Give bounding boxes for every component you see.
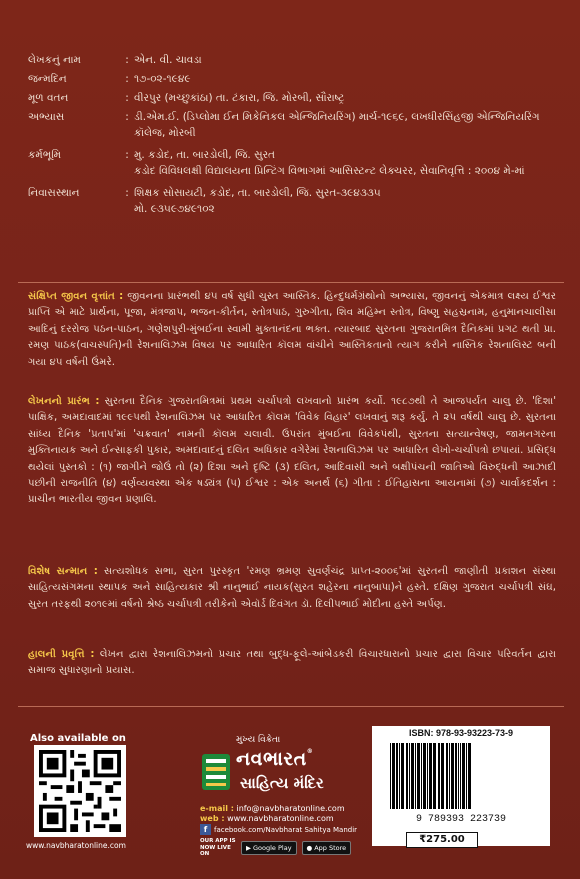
also-available-label: Also available on <box>30 733 126 744</box>
apple-icon: ● <box>306 843 313 852</box>
barcode-bar <box>468 743 471 809</box>
section-writing <box>28 394 556 509</box>
distributor-label: મુખ્ય વિક્રેતા <box>236 735 281 745</box>
barcode-graphic <box>380 741 542 829</box>
info-row <box>28 147 558 179</box>
section-heading: વિશેષ સન્માન : <box>28 566 98 577</box>
barcode-bar <box>446 743 448 809</box>
facebook-link[interactable]: f facebook.com/Navbharat Sahitya Mandir <box>200 824 357 835</box>
section-text: લેખન દ્વારા રેશનાલિઝમનો પ્રચાર તથા બુદ્ધ-ફૂલે-આંબેડકરી વિચારધારાનો પ્રચાર દ્વારા વિચાર પરિવર્તન દ્વારા સમાજ સુધારણાનો પ્રયાસ. <box>28 649 556 677</box>
info-value: ડી.એમ.ઈ. (ડિપ્લોમા ઈન મિકેનિકલ એન્જિનિયરિંગ) માર્ચ-૧૯૬૯, લખધીરસિંહજી એન્જિનિયરિંગ કૉલેજ, મોરબી <box>134 111 540 139</box>
barcode-bar <box>451 743 454 809</box>
info-value: શિક્ષક સોસાયટી, કડોદ, તા. બારડોલી, જિ. સુરત-૩૯૪૩૩૫ મો. ૯૩૫૯૭૪૯૧૦૨ <box>134 187 381 215</box>
publisher-emblem-icon <box>200 750 232 794</box>
barcode-bar <box>399 743 400 809</box>
barcode-bar <box>409 743 410 809</box>
app-links <box>200 838 351 858</box>
info-value: ૧૭-૦૨-૧૯૪૯ <box>134 73 191 85</box>
publisher-logo <box>200 748 352 802</box>
barcode-bar <box>429 743 432 809</box>
barcode-bar <box>421 743 422 809</box>
app-text: OUR APP IS NOW LIVE ON <box>200 838 236 857</box>
barcode-bar <box>406 743 408 809</box>
info-row <box>28 185 558 217</box>
info-separator: : <box>125 111 129 123</box>
barcode-bar <box>438 743 440 809</box>
barcode-bar <box>466 743 467 809</box>
info-separator: : <box>125 92 129 104</box>
google-play-button[interactable]: ▶ Google Play <box>241 841 297 855</box>
web-link[interactable]: www.navbharatonline.com <box>227 814 334 823</box>
info-separator: : <box>125 149 129 161</box>
info-value: એન. વી. ચાવડા <box>134 54 202 66</box>
brand-subtitle: સાહિત્ય મંદિર <box>240 774 324 792</box>
section-heading: લેખનનો પ્રારંભ : <box>28 396 100 407</box>
info-row <box>28 109 558 141</box>
info-row <box>28 90 558 106</box>
barcode-bar <box>460 743 461 809</box>
section-heading: સંક્ષિપ્ત જીવન વૃત્તાંત : <box>28 291 124 302</box>
divider <box>18 282 564 283</box>
play-icon: ▶ <box>246 843 251 852</box>
info-separator: : <box>125 73 129 85</box>
app-store-button[interactable]: ● App Store <box>302 841 352 855</box>
info-row <box>28 71 558 87</box>
qr-code[interactable] <box>34 745 126 837</box>
barcode-bar <box>392 743 395 809</box>
barcode-bar <box>427 743 428 809</box>
barcode-bar <box>455 743 457 809</box>
section-text: સત્યશોધક સભા, સુરત પુરસ્કૃત 'રમણ ભ્રમણ સુવર્ણચંદ્ર પ્રાપ્ત-૨૦૦૬'માં સુરતની જાણીતી પ્રકાશન સંસ્થા સાહિત્યસંગમના સ્થાપક અને સાહિત્યકાર શ્રી નાનુભાઈ નાયક(સુરત શહેરના નાનુબાપા)ને હસ્તે. દક્ષિણ ગુજરાત ચર્ચાપત્રી સંઘ, સુરત તરફથી ૨૦૧૯માં વર્ષનો શ્રેષ્ઠ ચર્ચાપત્રી તરીકેનો એવૉર્ડ દિવંગત ડૉ. દિલીપભાઈ મોદીના હસ્તે અર્પણ. <box>28 566 557 610</box>
section-text: સુરતના દૈનિક ગુજરાતમિત્રમાં પ્રથમ ચર્ચાપત્રો લખવાનો પ્રારંભ કર્યો. ૧૯૮૭થી તે આજપર્યંત ચાલુ છે. 'દિશા' પાક્ષિક, અમદાવાદમાં ૧૯૯૫થી રેશનાલિઝમ પર આધારિત કૉલમ 'વિવેક વિહાર' લખવાનું શરૂ કર્યું. તે ૨૫ વર્ષથી ચાલુ છે. સુરતના સાંધ્ય દૈનિક 'પ્રતાપ'માં 'ચક્રવાત' નામની કૉલમ ચલાવી. ઉપરાંત મુંબઈના વિવેકપંથી, સુરતના સત્યાન્વેષણ, જામનગરના મુક્તિનાયક અને ઈન્સાફકી પુકાર, અમદાવાદનું દલિત અધિકાર વગેરેમાં રેશનાલિઝમ પર આધારિત લેખો-ચર્ચાપત્રો છપાયાં. પ્રસિદ્ધ થયેલાં પુસ્તકો : (૧) જાગીને જોઉં તો (૨) દિશા અને દૃષ્ટિ (૩) દલિત, આદિવાસી અને બક્ષીપંચની જાતિઓ વિરુદ્ધની આઝાદી પછીની રાજનીતિ (૪) વર્ણવ્યવસ્થા એક ષડ્યંત્ર (૫) ઈશ્વર : એક અનર્થ (૬) ગીતા : ઈતિહાસના આયનામાં (૭) ચાર્વાકદર્શન : પ્રાચીન ભારતીય જીવન પ્રણાલિ. <box>28 396 556 506</box>
section-heading: હાલની પ્રવૃત્તિ : <box>28 649 95 660</box>
brand-name: નવભારત® <box>236 748 314 770</box>
barcode-bar <box>396 743 398 809</box>
info-separator: : <box>125 54 129 66</box>
barcode-bar <box>433 743 436 809</box>
barcode-bar <box>458 743 459 809</box>
divider <box>18 706 564 707</box>
barcode-bar <box>401 743 404 809</box>
website-link[interactable]: www.navbharatonline.com <box>26 841 126 850</box>
email-link[interactable]: info@navbharatonline.com <box>236 804 345 813</box>
barcode-bar <box>449 743 450 809</box>
barcode-bar <box>417 743 420 809</box>
barcode-digits: 9 789393 223739 <box>415 814 507 825</box>
author-info <box>28 52 558 220</box>
info-value: વીરપુર (મચ્છુકાંઠા) તા. ટંકારા, જિ. મોરબી, સૌરાષ્ટ્ર <box>134 92 345 104</box>
price-tag: ₹275.00 <box>406 832 478 848</box>
info-value: મુ. કડોદ, તા. બારડોલી, જિ. સુરત કડોદ વિવિધલક્ષી વિદ્યાલયના પ્રિન્ટિંગ વિભાગમાં આસિસ્ટન્ટ લેક્ચરર, સેવાનિવૃત્તિ : ૨૦૦૪ મે-માં <box>134 149 525 177</box>
info-label: મૂળ વતન <box>28 92 69 104</box>
section-honors <box>28 564 556 613</box>
barcode-bar <box>390 743 391 809</box>
contact-block: e-mail : info@navbharatonline.com web : www.navbharatonline.com <box>200 804 345 823</box>
info-label: લેખકનું નામ <box>28 54 81 66</box>
qr-code-icon <box>39 750 121 832</box>
barcode-bar <box>441 743 444 809</box>
barcode-bar <box>411 743 414 809</box>
isbn-label: ISBN: 978-93-93223-73-9 <box>408 728 514 738</box>
info-row <box>28 52 558 68</box>
section-biography <box>28 289 556 371</box>
section-text: જીવનના પ્રારંભથી ૪૫ વર્ષ સુધી ચુસ્ત આસ્તિક. હિન્દુધર્મગ્રંથોનો અભ્યાસ, જીવનનું એકમાત્ર લક્ષ્ય ઈશ્વર પ્રાપ્તિ એ માટે પ્રાર્થના, પૂજા, મંત્રજાપ, ભજન-કીર્તન, સ્તોત્રપાઠ, ગુરુગીતા, શિવ મહિમ્ન સ્તોત્ર, વિષ્ણુ સહસ્રનામ, હનુમાનચાલીસા આદિનું દરરોજ પઠન-પાઠન, ગણેશપુરી-મુંબઈના સ્વામી મુક્તાનંદના ભક્ત. ત્યારબાદ સુરતના ગુજરાતમિત્ર દૈનિકમાં પ્રગટ થતી પ્રા. રમણ પાઠક(વાચસ્પતિ)ની રેશનાલિઝમ વિષય પર આધારિત કૉલમ વાંચીને આસ્તિકતાનો ત્યાગ કરીને નાસ્તિક રેશનાલિસ્ટ બની ગયા ૪૫ વર્ષની ઉંમરે. <box>28 291 556 368</box>
info-label: નિવાસસ્થાન <box>28 187 80 199</box>
barcode-bar <box>415 743 416 809</box>
info-label: જન્મદિન <box>28 73 67 85</box>
info-label: અભ્યાસ <box>28 111 65 123</box>
facebook-icon: f <box>200 824 211 835</box>
barcode-bar <box>423 743 426 809</box>
info-label: કર્મભૂમિ <box>28 149 62 161</box>
section-current <box>28 647 556 680</box>
barcode-bar <box>462 743 465 809</box>
info-separator: : <box>125 187 129 199</box>
